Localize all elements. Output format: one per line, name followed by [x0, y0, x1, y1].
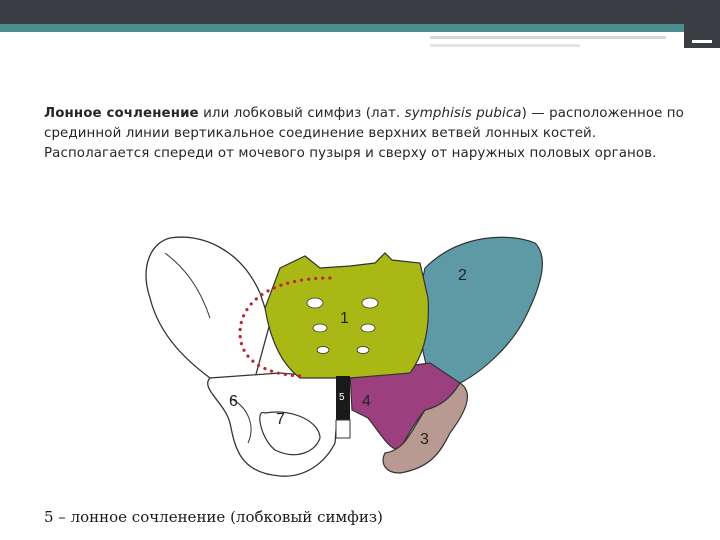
- label-3: 3: [420, 431, 429, 448]
- header-line: [430, 44, 580, 47]
- label-5: 5: [339, 392, 345, 403]
- header-line: [430, 36, 666, 39]
- label-7: 7: [276, 411, 285, 428]
- header-accent-strip: [0, 24, 720, 32]
- term: Лонное сочленение: [44, 106, 199, 121]
- sacral-foramen: [361, 324, 375, 332]
- description-text: ) — расположенное по срединной линии вертикальное соединение верхних ветвей лонных костей. Располагается спереди от мочевого пузыря и сверху от наружных половых органов.: [44, 106, 684, 161]
- sacral-foramen: [362, 298, 378, 308]
- label-4: 4: [362, 393, 371, 410]
- label-2: 2: [458, 267, 467, 284]
- description-paragraph: [44, 104, 694, 164]
- pelvis-diagram: [130, 228, 550, 498]
- sacral-foramen: [313, 324, 327, 332]
- sacral-foramen: [357, 347, 369, 354]
- latin-term: symphisis pubica: [404, 106, 522, 121]
- label-6: 6: [229, 393, 238, 410]
- coccyx: [336, 420, 350, 438]
- description-text: или лобковый симфиз (лат.: [198, 106, 405, 121]
- figure-caption: 5 – лонное сочленение (лобковый симфиз): [44, 508, 383, 526]
- right-ilium: [420, 237, 543, 383]
- header-line: [692, 40, 712, 43]
- sacral-foramen: [307, 298, 323, 308]
- sacral-foramen: [317, 347, 329, 354]
- label-1: 1: [340, 310, 349, 327]
- slide-header-bar: [0, 0, 720, 24]
